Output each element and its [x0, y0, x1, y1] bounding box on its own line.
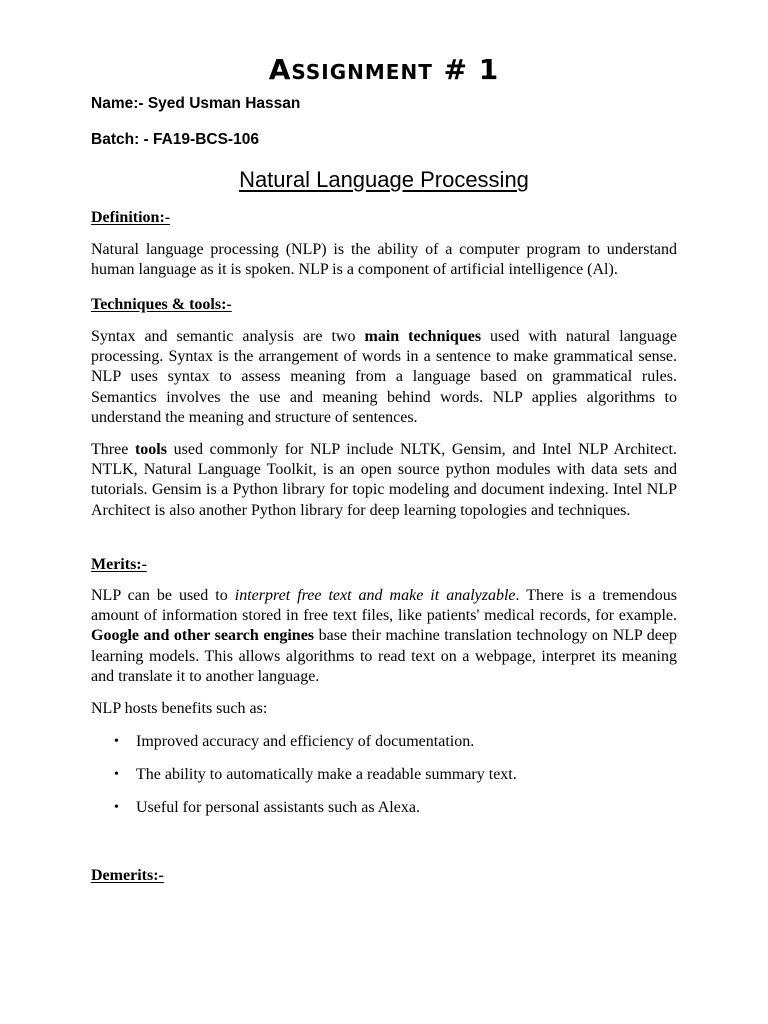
techniques-p1-text-b: used with natural language processing. Syntax is the arrangement of words in a sentence to make grammatical sense. NLP uses syntax to assess meaning from a language based on grammatical rules. Semantics involves the use and meaning behind words. NLP applies algorithms to understand the meaning and structure of sentences. [91, 328, 677, 426]
tools-p2-text-b: used commonly for NLP include NLTK, Gensim, and Intel NLP Architect. NTLK, Natural Language Toolkit, is an open source python modules with data sets and tutorials. Gensim is a Python library for topic modeling and document indexing. Intel NLP Architect is also another Python library for deep learning topologies and techniques. [91, 441, 677, 519]
student-batch: Batch: - FA19-BCS-106 [91, 131, 259, 148]
definition-heading: Definition:- [91, 209, 171, 226]
benefits-list [91, 732, 677, 831]
techniques-heading: Techniques & tools:- [91, 296, 232, 313]
bullet-icon: • [114, 767, 119, 782]
benefits-intro: NLP hosts benefits such as: [91, 700, 268, 717]
benefit-text: The ability to automatically make a readable summary text. [136, 766, 517, 783]
subject-title: Natural Language Processing [239, 167, 529, 192]
techniques-paragraph-1 [91, 327, 677, 428]
list-item [91, 732, 677, 752]
merits-paragraph [91, 586, 677, 687]
bullet-icon: • [114, 800, 119, 815]
assignment-title: Assignment # 1 [268, 53, 500, 86]
student-name: Name:- Syed Usman Hassan [91, 95, 301, 112]
merits-p1-text-c: base their machine translation technology on NLP deep learning models. This allows algorithms to read text on a webpage, interpret its meaning and translate it to another language. [91, 627, 677, 685]
merits-p1-italic: interpret free text and make it analyzable [234, 587, 516, 604]
techniques-p1-text-a: Syntax and semantic analysis are two [91, 328, 365, 345]
tools-p2-bold: tools [134, 441, 167, 458]
merits-p1-text-a: NLP can be used to [91, 587, 235, 604]
bullet-icon: • [114, 734, 119, 749]
list-item [91, 765, 677, 785]
benefit-text: Useful for personal assistants such as Alexa. [136, 799, 420, 816]
definition-paragraph: Natural language processing (NLP) is the ability of a computer program to understand human language as it is spoken. NLP is a component of artificial intelligence (Al). [91, 241, 677, 279]
list-item [91, 798, 677, 818]
tools-p2-text-a: Three [91, 441, 135, 458]
techniques-p1-bold: main techniques [364, 328, 482, 345]
benefit-text: Improved accuracy and efficiency of documentation. [136, 733, 475, 750]
merits-p1-bold: Google and other search engines [91, 627, 315, 645]
merits-p1-text-b: . There is a tremendous amount of information stored in free text files, like patients' medical records, for example. [91, 587, 677, 625]
demerits-heading: Demerits:- [91, 867, 164, 884]
merits-heading: Merits:- [91, 556, 147, 573]
tools-paragraph [91, 440, 677, 521]
